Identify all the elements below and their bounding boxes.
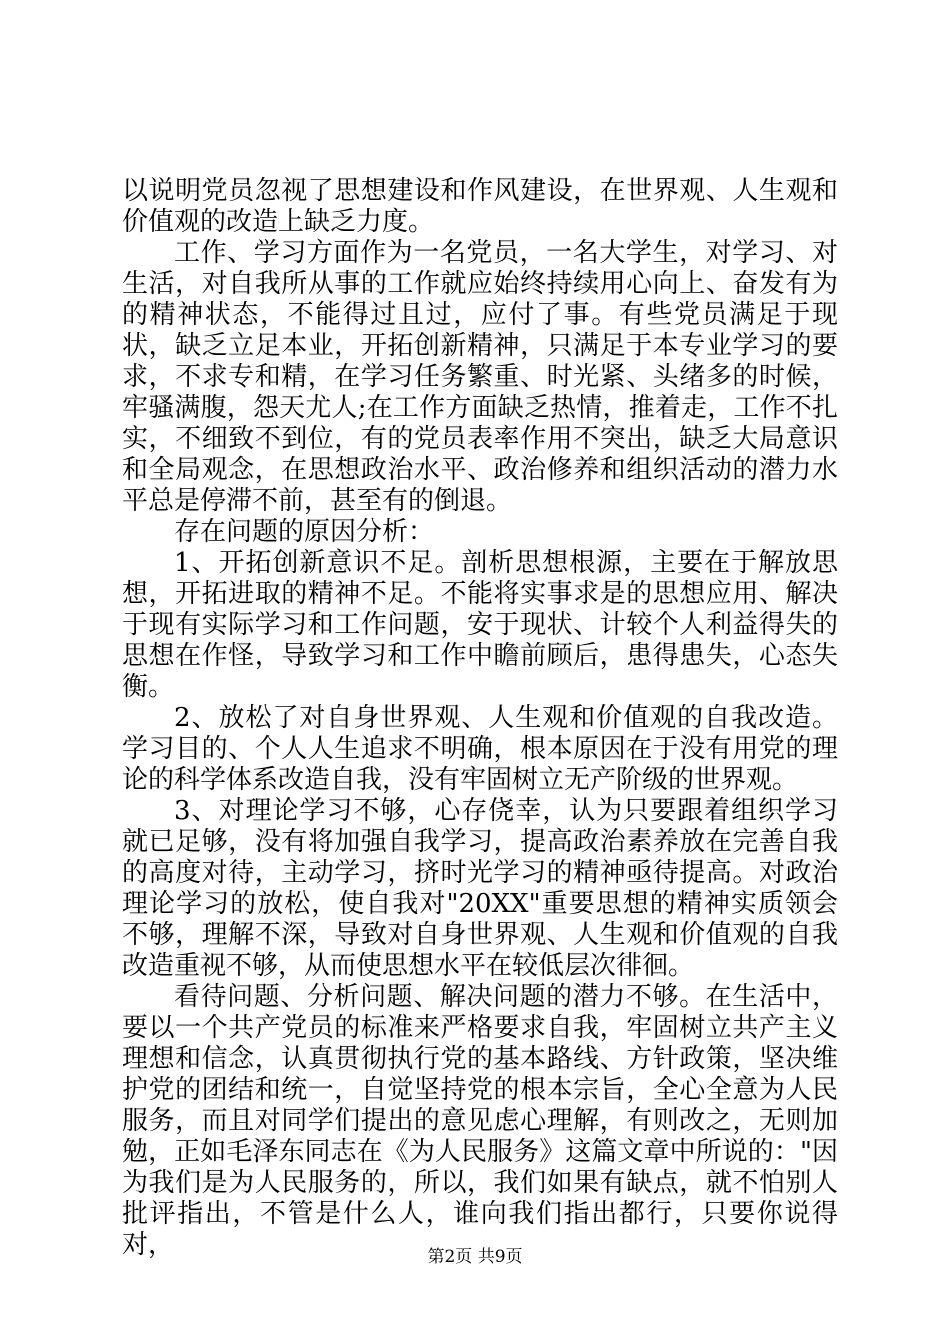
document-body xyxy=(122,176,838,1261)
paragraph-work-study: 工作、学习方面作为一名党员，一名大学生，对学习、对生活，对自我所从事的工作就应始终持续用心向上、奋发有为的精神状态，不能得过且过，应付了事。有些党员满足于现状，缺乏立足本业，开拓创新精神，只满足于本专业学习的要求，不求专和精，在学习任务繁重、时光紧、头绪多的时候，牢骚满腹，怨天尤人;在工作方面缺乏热情，推着走，工作不扎实，不细致不到位，有的党员表率作用不突出，缺乏大局意识和全局观念，在思想政治水平、政治修养和组织活动的潜力水平总是停滞不前，甚至有的倒退。 xyxy=(122,238,838,516)
paragraph-problem-solving: 看待问题、分析问题、解决问题的潜力不够。在生活中，要以一个共产党员的标准来严格要求自我，牢固树立共产主义理想和信念，认真贯彻执行党的基本路线、方针政策，坚决维护党的团结和统一，自觉坚持党的根本宗旨，全心全意为人民服务，而且对同学们提出的意见虑心理解，有则改之，无则加勉，正如毛泽东同志在《为人民服务》这篇文章中所说的："因为我们是为人民服务的，所以，我们如果有缺点，就不怕别人批评指出，不管是什么人，谁向我们指出都行，只要你说得对， xyxy=(122,982,838,1260)
paragraph-cause-1: 1、开拓创新意识不足。剖析思想根源，主要在于解放思想，开拓进取的精神不足。不能将实事求是的思想应用、解决于现有实际学习和工作问题，安于现状、计较个人利益得失的思想在作怪，导致学习和工作中瞻前顾后，患得患失，心态失衡。 xyxy=(122,548,838,702)
page-footer xyxy=(0,1246,950,1268)
paragraph-continuation: 以说明党员忽视了思想建设和作风建设，在世界观、人生观和价值观的改造上缺乏力度。 xyxy=(122,176,838,237)
paragraph-cause-2: 2、放松了对自身世界观、人生观和价值观的自我改造。学习目的、个人人生追求不明确，根本原因在于没有用党的理论的科学体系改造自我，没有牢固树立无产阶级的世界观。 xyxy=(122,703,838,795)
paragraph-cause-heading: 存在问题的原因分析： xyxy=(174,517,435,547)
page-number-label: 第2页 共9页 xyxy=(427,1247,523,1267)
paragraph-cause-3: 3、对理论学习不够，心存侥幸，认为只要跟着组织学习就已足够，没有将加强自我学习，提高政治素养放在完善自我的高度对待，主动学习，挤时光学习的精神亟待提高。对政治理论学习的放松，使自我对"20XX"重要思想的精神实质领会不够，理解不深，导致对自身世界观、人生观和价值观的自我改造重视不够，从而使思想水平在较低层次徘徊。 xyxy=(122,796,838,981)
